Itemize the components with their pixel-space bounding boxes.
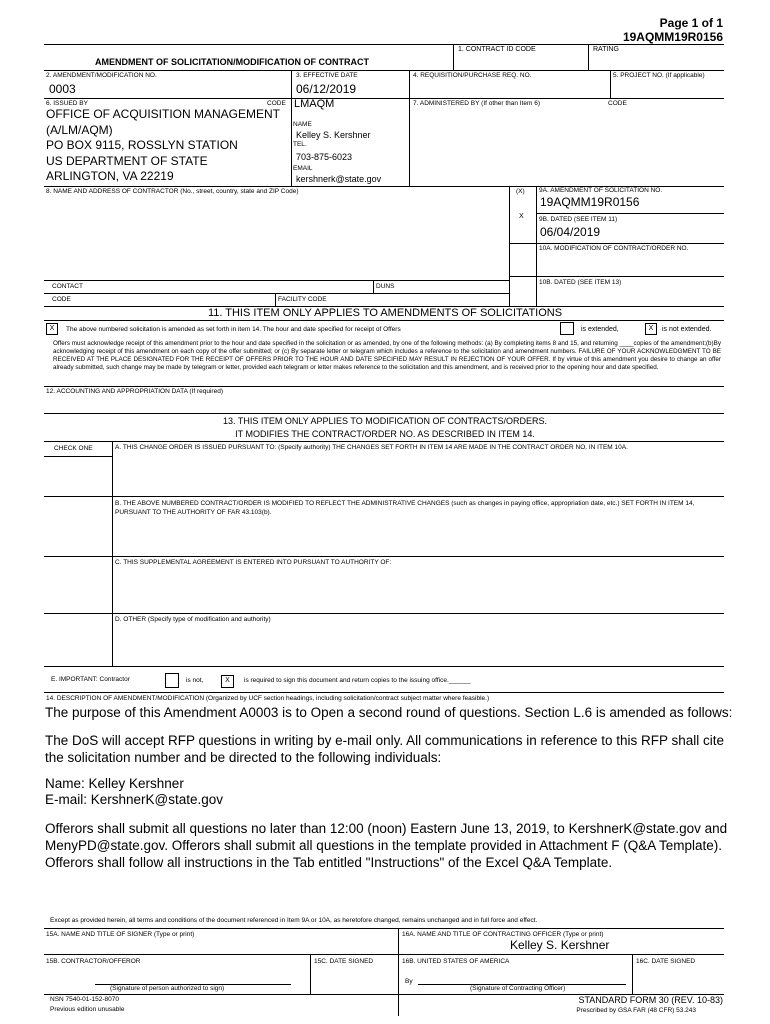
officer-tel: 703-875-6023 bbox=[296, 152, 353, 162]
item-11-checkbox[interactable]: X bbox=[46, 323, 58, 335]
item-9a-label: 9A. AMENDMENT OF SOLICITATION NO. bbox=[539, 187, 663, 194]
amendment-no-label: 2. AMENDMENT/MODIFICATION NO. bbox=[46, 72, 157, 79]
address-line: US DEPARTMENT OF STATE bbox=[46, 153, 208, 168]
check-one-label: CHECK ONE bbox=[54, 445, 93, 452]
item-13-title-2: IT MODIFIES THE CONTRACT/ORDER NO. AS DESCRIBED IN ITEM 14. bbox=[235, 429, 535, 439]
officer-name: Kelley S. Kershner bbox=[296, 130, 371, 140]
item-13-title-1: 13. THIS ITEM ONLY APPLIES TO MODIFICATION OF CONTRACTS/ORDERS. bbox=[222, 416, 548, 426]
form-title: AMENDMENT OF SOLICITATION/MODIFICATION OF CONTRACT bbox=[95, 57, 369, 67]
standard-form-name: STANDARD FORM 30 (REV. 10-83) bbox=[578, 995, 723, 1005]
rating-label: RATING bbox=[593, 46, 619, 53]
extended-checkbox[interactable] bbox=[560, 322, 574, 335]
x-marker-label: (X) bbox=[516, 188, 525, 195]
item-11-instructions: Offers must acknowledge receipt of this amendment prior to the hour and date specified in the solicitation or as amended, by one of the following methods: (a) By completing items 8 and 15, and returning ____copies of the amendment;(b)By acknowledging receipt of this amendment on each copy of the offer submitted; or (c) By separate letter or telegram which includes a reference to the solicitation and amendment numbers. FAILURE OF YOUR ACKNOWLEDGMENT TO BE RECEIVED AT THE PLACE DESIGNATED FOR THE RECEIPT OF OFFERS PRIOR TO THE HOUR AND DATE SPECIFIED MAY RESULT IN REJECTION OF YOUR OFFER. If by virtue of this amendment you desire to change an offer already submitted, such change may be made by telegram or letter, provided each telegram or letter makes reference to the solicitation and this amendment, and is received prior to the opening hour and date specified. bbox=[53, 340, 721, 371]
page-label: Page 1 of 1 bbox=[659, 16, 723, 30]
except-text: Except as provided herein, all terms and conditions of the document referenced in Item 9A or 10A, as heretofore changed, remains unchanged and in full force and effect. bbox=[50, 917, 538, 924]
form-top-border bbox=[44, 44, 724, 45]
facility-code-label: FACILITY CODE bbox=[278, 296, 327, 303]
item-11-title: 11. THIS ITEM ONLY APPLIES TO AMENDMENTS OF SOLICITATIONS bbox=[207, 307, 563, 319]
address-line: PO BOX 9115, ROSSLYN STATION bbox=[46, 138, 238, 152]
contractor-label: 8. NAME AND ADDRESS OF CONTRACTOR (No., street, country, state and ZIP Code) bbox=[46, 188, 299, 195]
item-14-para-2: The DoS will accept RFP questions in writing by e-mail only. All communications in reference to this RFP shall cite the solicitation number and be directed to the following individuals: bbox=[45, 733, 725, 765]
effective-date-value: 06/12/2019 bbox=[296, 82, 357, 96]
item-13b-text: B. THE ABOVE NUMBERED CONTRACT/ORDER IS MODIFIED TO REFLECT THE ADMINISTRATIVE CHANGES (such as changes in paying office, appropriation date, etc.) SET FORTH IN ITEM 14, PURSUANT TO THE AUTHORITY OF FAR 43.103(b). bbox=[115, 500, 695, 516]
not-extended-checkbox[interactable]: X bbox=[645, 323, 657, 335]
administered-code-label: CODE bbox=[608, 100, 627, 107]
item-13d-text: D. OTHER (Specify type of modification and authority) bbox=[115, 616, 271, 623]
contact-label: CONTACT bbox=[52, 283, 83, 290]
address-line: ARLINGTON, VA 22219 bbox=[46, 169, 174, 183]
issued-by-code: LMAQM bbox=[294, 98, 335, 110]
item-12-label: 12. ACCOUNTING AND APPROPRIATION DATA (If required) bbox=[46, 388, 223, 395]
signer-label: 15A. NAME AND TITLE OF SIGNER (Type or print) bbox=[46, 931, 195, 938]
name-label: NAME bbox=[293, 121, 312, 128]
contractor-signature-caption: (Signature of person authorized to sign) bbox=[110, 985, 225, 992]
important-label: E. IMPORTANT: Contractor bbox=[51, 676, 130, 683]
item-11-statement: The above numbered solicitation is amended as set forth in item 14. The hour and date specified for receipt of Offers bbox=[66, 326, 401, 333]
item-13c-text: C. THIS SUPPLEMENTAL AGREEMENT IS ENTERED INTO PURSUANT TO AUTHORITY OF: bbox=[115, 559, 392, 566]
issued-by-address bbox=[46, 107, 280, 185]
is-not-checkbox[interactable] bbox=[165, 673, 179, 688]
contract-id-label: 1. CONTRACT ID CODE bbox=[458, 46, 536, 53]
item-14-email: E-mail: KershnerK@state.gov bbox=[45, 792, 224, 807]
prescribed-by: Prescribed by GSA FAR (48 CFR) 53.243 bbox=[576, 1007, 696, 1014]
issued-by-code-label: CODE bbox=[267, 100, 286, 107]
duns-label: DUNS bbox=[376, 283, 395, 290]
officer-signature-caption: (Signature of Contracting Officer) bbox=[470, 985, 566, 992]
contracting-officer-name: Kelley S. Kershner bbox=[510, 938, 610, 952]
effective-date-label: 3. EFFECTIVE DATE bbox=[296, 72, 358, 79]
item-14-para-3: Offerors shall submit all questions no later than 12:00 (noon) Eastern June 13, 2019, to KershnerK@state.gov and MenyPD@state.gov. Offerors shall submit all questions in the template provided in Attachment F (Q&A Template). Offerors shall follow all instructions in the Tab entitled "Instructions" of the Excel Q&A Template. bbox=[45, 821, 728, 870]
is-required-text: is required to sign this document and return copies to the issuing office.______ bbox=[244, 677, 471, 684]
project-label: 5. PROJECT NO. (If applicable) bbox=[613, 72, 705, 79]
item-9b-label: 9B. DATED (SEE ITEM 11) bbox=[539, 216, 618, 223]
item-10a-label: 10A. MODIFICATION OF CONTRACT/ORDER NO. bbox=[539, 245, 689, 252]
item-14-para-1: The purpose of this Amendment A0003 is to Open a second round of questions. Section L.6 is amended as follows: bbox=[45, 705, 733, 720]
administered-by-label: 7. ADMINISTERED BY (If other than Item 6) bbox=[413, 100, 541, 107]
extended-label: is extended, bbox=[581, 326, 619, 333]
code-label: CODE bbox=[52, 296, 71, 303]
amendment-no-value: 0003 bbox=[49, 82, 76, 96]
item-9-checkmark: X bbox=[519, 213, 524, 220]
contractor-date-label: 15C. DATE SIGNED bbox=[314, 958, 374, 965]
contracting-officer-label: 16A. NAME AND TITLE OF CONTRACTING OFFICER (Type or print) bbox=[402, 931, 604, 938]
item-14-label: 14. DESCRIPTION OF AMENDMENT/MODIFICATION (Organized by UCF section headings, including solicitation/contract subject matter where feasible.) bbox=[46, 695, 490, 702]
item-10b-label: 10B. DATED (SEE ITEM 13) bbox=[539, 279, 622, 286]
email-label: EMAIL bbox=[293, 165, 313, 172]
by-label: By bbox=[405, 978, 413, 985]
item-14-name: Name: Kelley Kershner bbox=[45, 776, 184, 791]
item-13a-text: A. THIS CHANGE ORDER IS ISSUED PURSUANT TO: (Specify authority) THE CHANGES SET FORTH IN ITEM 14 ARE MADE IN THE CONTRACT ORDER NO. IN ITEM 10A. bbox=[115, 444, 628, 451]
tel-label: TEL. bbox=[293, 141, 307, 148]
officer-date-label: 16C. DATE SIGNED bbox=[636, 958, 696, 965]
is-not-label: is not, bbox=[186, 677, 204, 684]
previous-edition: Previous edition unusable bbox=[50, 1006, 125, 1013]
address-line: (A/LM/AQM) bbox=[46, 122, 113, 137]
contractor-offeror-label: 15B. CONTRACTOR/OFFEROR bbox=[46, 958, 141, 965]
item-9a-value: 19AQMM19R0156 bbox=[540, 195, 640, 209]
solicitation-ref: 19AQMM19R0156 bbox=[622, 30, 723, 44]
nsn-number: NSN 7540-01-152-8070 bbox=[50, 996, 120, 1003]
is-required-checkbox[interactable]: X bbox=[221, 675, 234, 688]
not-extended-label: is not extended. bbox=[662, 326, 712, 333]
usa-label: 16B. UNITED STATES OF AMERICA bbox=[402, 958, 510, 965]
item-9b-value: 06/04/2019 bbox=[540, 225, 601, 239]
address-line: OFFICE OF ACQUISITION MANAGEMENT bbox=[46, 107, 281, 121]
officer-email: kershnerk@state.gov bbox=[296, 174, 382, 184]
issued-by-label: 6. ISSUED BY bbox=[46, 100, 88, 107]
requisition-label: 4. REQUISITION/PURCHASE REQ. NO. bbox=[413, 72, 532, 79]
